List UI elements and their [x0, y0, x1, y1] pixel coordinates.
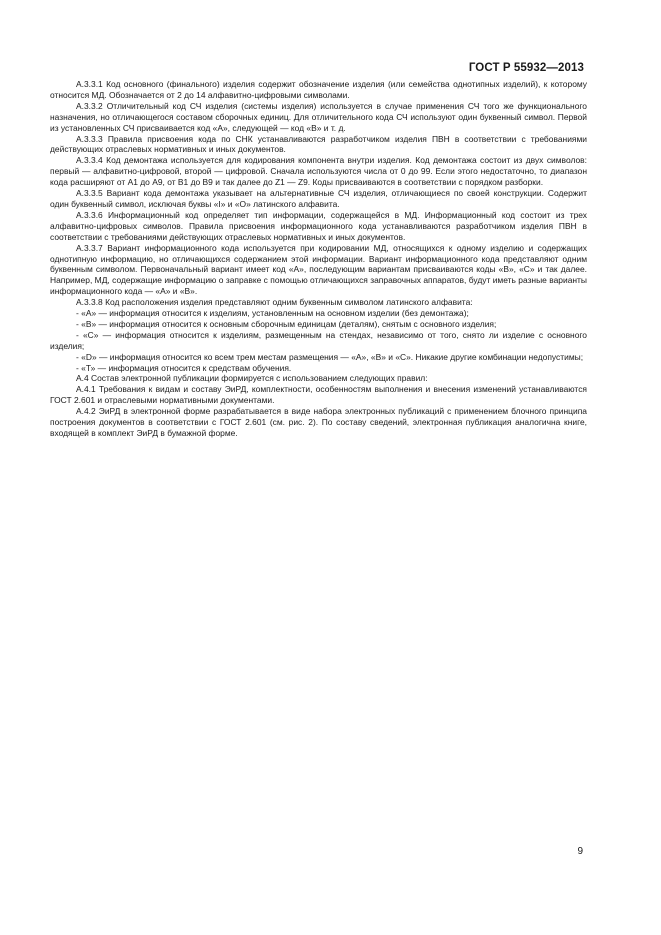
- page-number: 9: [577, 846, 583, 857]
- list-item-code-c: - «С» — информация относится к изделиям, размещенным на стендах, независимо от того, снято ли изделие с основного изделия;: [50, 329, 587, 351]
- paragraph-a41: А.4.1 Требования к видам и составу ЭиРД, комплектности, особенностям выполнения и внесения изменений устанавливаются ГОСТ 2.601 и отраслевыми нормативными документами.: [50, 384, 587, 406]
- document-header-standard: ГОСТ Р 55932—2013: [468, 62, 584, 74]
- paragraph-a4: А.4 Состав электронной публикации формируется с использованием следующих правил:: [76, 373, 428, 384]
- list-item-code-a: - «А» — информация относится к изделиям, установленным на основном изделии (без демонтажа);: [76, 308, 469, 319]
- paragraph-a42: А.4.2 ЭиРД в электронной форме разрабатывается в виде набора электронных публикаций с применением блочного принципа построения документов в соответствии с ГОСТ 2.601 (см. рис. 2). По составу сведений, электронная публикация аналогична книге, входящей в комплект ЭиРД в бумажной форме.: [50, 406, 587, 438]
- paragraph-a336: А.3.3.6 Информационный код определяет тип информации, содержащейся в МД. Информационный код состоит из трех алфавитно-цифровых символов. Правила присвоения информационного кода устанавливаются разработчиком изделия ПВН в соответствии с требованиями действующих отраслевых нормативных и иных документов.: [50, 209, 587, 242]
- paragraph-a337: А.3.3.7 Вариант информационного кода используется при кодировании МД, относящихся к одному изделию и содержащих однотипную информацию, но отличающихся содержанием этой информации. Вариант информационного кода представляют одним буквенным символом. Первоначальный вариант имеет код «А», последующим вариантам присваиваются коды «В», «С» и так далее. Например, МД, содержащие информацию о заправке с помощью отличающихся заправочных аппаратов, будут иметь разные варианты информационного кода — «А» и «В».: [50, 242, 587, 297]
- paragraph-a335: А.3.3.5 Вариант кода демонтажа указывает на альтернативные СЧ изделия, отличающиеся по своей конструкции. Содержит один буквенный символ, исключая буквы «I» и «О» латинского алфавита.: [50, 188, 587, 209]
- list-item-code-b: - «В» — информация относится к основным сборочным единицам (деталям), снятым с основного изделия;: [76, 318, 497, 329]
- paragraph-a332: А.3.3.2 Отличительный код СЧ изделия (системы изделия) используется в случае применения СЧ того же функционального назначения, но отличающегося составом сборочных единиц. Для отличительного кода СЧ используют один буквенный символ. Первой из установленных СЧ присваивается код «А», следующей — код «В» и т. д.: [50, 100, 587, 133]
- document-body: [50, 79, 587, 439]
- paragraph-a334: А.3.3.4 Код демонтажа используется для кодирования компонента внутри изделия. Код демонтажа состоит из двух символов: первый — алфавитно-цифровой, второй — цифровой. Сначала используются числа от 0 до 99. Если этого недостаточно, то диапазон кода расширяют от А1 до А9, от В1 до В9 и так далее до Z1 — Z9. Коды присваиваются в соответствии с порядком разборки.: [50, 155, 587, 188]
- paragraph-a338: А.3.3.8 Код расположения изделия представляют одним буквенным символом латинского алфавита:: [76, 297, 473, 308]
- paragraph-a331: А.3.3.1 Код основного (финального) изделия содержит обозначение изделия (или семейства однотипных изделий), к которому относится МД. Обозначается от 2 до 14 алфавитно-цифровыми символами.: [50, 79, 587, 100]
- paragraph-a333: А.3.3.3 Правила присвоения кода по СНК устанавливаются разработчиком изделия ПВН в соответствии с требованиями действующих отраслевых нормативных и иных документов.: [50, 133, 587, 155]
- list-item-code-d: - «D» — информация относится ко всем трем местам размещения — «А», «В» и «С». Никакие другие комбинации недопустимы;: [76, 351, 584, 362]
- list-item-code-t: - «Т» — информация относится к средствам обучения.: [76, 362, 292, 373]
